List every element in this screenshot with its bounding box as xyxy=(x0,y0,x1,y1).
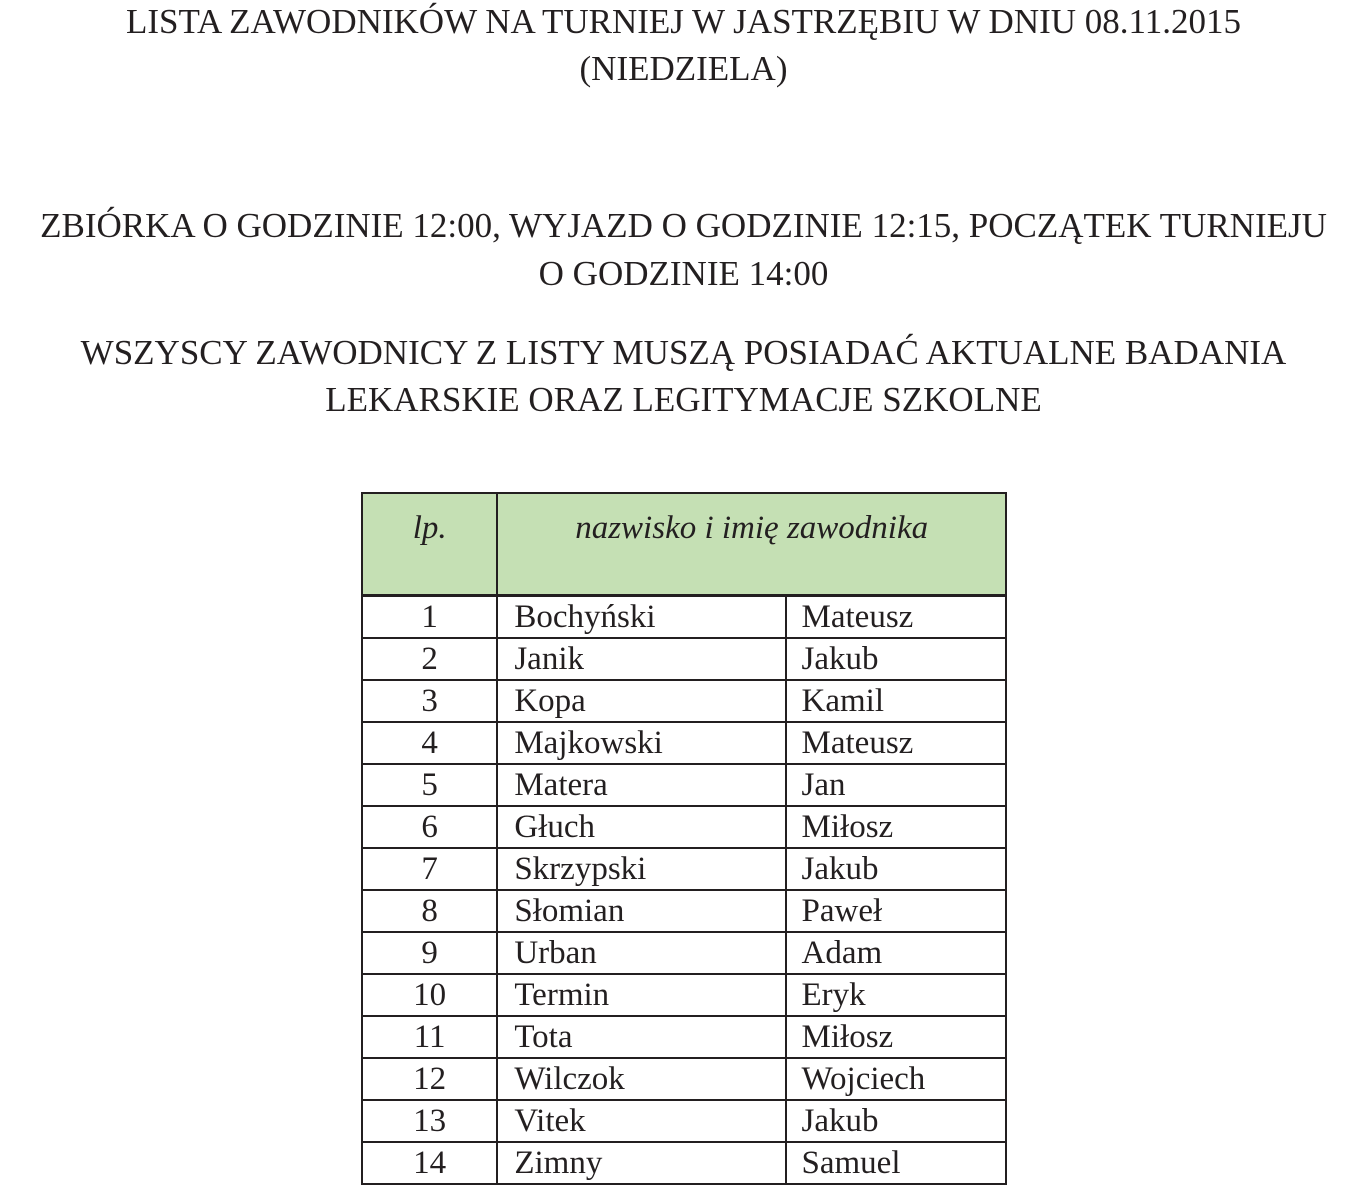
row-first-name-cell: Eryk xyxy=(786,974,1006,1016)
row-lp-cell: 2 xyxy=(362,638,497,680)
row-first-name-cell: Miłosz xyxy=(786,806,1006,848)
row-first-name-cell: Samuel xyxy=(786,1142,1006,1184)
column-header-lp xyxy=(362,493,497,596)
row-first-name-cell: Miłosz xyxy=(786,1016,1006,1058)
table-row xyxy=(362,638,1006,680)
table-row xyxy=(362,974,1006,1016)
row-lp-cell: 4 xyxy=(362,722,497,764)
row-lp-cell: 8 xyxy=(362,890,497,932)
row-surname-cell: Głuch xyxy=(497,806,785,848)
row-lp-cell: 3 xyxy=(362,680,497,722)
row-surname-cell: Słomian xyxy=(497,890,785,932)
row-lp-cell: 14 xyxy=(362,1142,497,1184)
row-first-name-cell: Adam xyxy=(786,932,1006,974)
row-first-name-cell: Jakub xyxy=(786,848,1006,890)
row-surname-cell: Tota xyxy=(497,1016,785,1058)
row-first-name-cell: Jan xyxy=(786,764,1006,806)
title-line-2: (NIEDZIELA) xyxy=(579,49,788,88)
row-surname-cell: Matera xyxy=(497,764,785,806)
row-surname-cell: Vitek xyxy=(497,1100,785,1142)
players-table xyxy=(361,492,1007,1185)
table-row xyxy=(362,932,1006,974)
table-row xyxy=(362,806,1006,848)
row-lp-cell: 9 xyxy=(362,932,497,974)
table-row xyxy=(362,848,1006,890)
table-row xyxy=(362,1058,1006,1100)
row-surname-cell: Bochyński xyxy=(497,596,785,639)
row-surname-cell: Zimny xyxy=(497,1142,785,1184)
row-first-name-cell: Kamil xyxy=(786,680,1006,722)
row-lp-cell: 1 xyxy=(362,596,497,639)
meeting-info-line-2: O GODZINIE 14:00 xyxy=(538,254,829,293)
players-table-body xyxy=(362,493,1006,1184)
column-header-name xyxy=(497,493,1006,596)
table-row xyxy=(362,1100,1006,1142)
table-row xyxy=(362,764,1006,806)
column-header-name-label: nazwisko i imię zawodnika xyxy=(575,510,929,546)
table-row xyxy=(362,1016,1006,1058)
table-row xyxy=(362,596,1006,639)
row-surname-cell: Majkowski xyxy=(497,722,785,764)
row-surname-cell: Termin xyxy=(497,974,785,1016)
row-lp-cell: 11 xyxy=(362,1016,497,1058)
table-row xyxy=(362,722,1006,764)
row-surname-cell: Urban xyxy=(497,932,785,974)
requirement-line-2: LEKARSKIE ORAZ LEGITYMACJE SZKOLNE xyxy=(325,380,1042,419)
row-lp-cell: 6 xyxy=(362,806,497,848)
row-lp-cell: 12 xyxy=(362,1058,497,1100)
row-first-name-cell: Wojciech xyxy=(786,1058,1006,1100)
row-surname-cell: Skrzypski xyxy=(497,848,785,890)
row-surname-cell: Janik xyxy=(497,638,785,680)
requirement-line-1: WSZYSCY ZAWODNICY Z LISTY MUSZĄ POSIADAĆ AKTUALNE BADANIA xyxy=(80,333,1287,372)
table-row xyxy=(362,890,1006,932)
row-lp-cell: 13 xyxy=(362,1100,497,1142)
meeting-info-line-1: ZBIÓRKA O GODZINIE 12:00, WYJAZD O GODZINIE 12:15, POCZĄTEK TURNIEJU xyxy=(40,206,1327,245)
row-surname-cell: Wilczok xyxy=(497,1058,785,1100)
row-lp-cell: 7 xyxy=(362,848,497,890)
title-line-1: LISTA ZAWODNIKÓW NA TURNIEJ W JASTRZĘBIU W DNIU 08.11.2015 xyxy=(125,2,1241,41)
row-lp-cell: 5 xyxy=(362,764,497,806)
row-lp-cell: 10 xyxy=(362,974,497,1016)
row-first-name-cell: Jakub xyxy=(786,638,1006,680)
row-first-name-cell: Paweł xyxy=(786,890,1006,932)
row-first-name-cell: Jakub xyxy=(786,1100,1006,1142)
table-row xyxy=(362,680,1006,722)
row-first-name-cell: Mateusz xyxy=(786,722,1006,764)
row-surname-cell: Kopa xyxy=(497,680,785,722)
table-row xyxy=(362,1142,1006,1184)
column-header-lp-label: lp. xyxy=(412,510,447,546)
table-header-row xyxy=(362,493,1006,596)
row-first-name-cell: Mateusz xyxy=(786,596,1006,639)
